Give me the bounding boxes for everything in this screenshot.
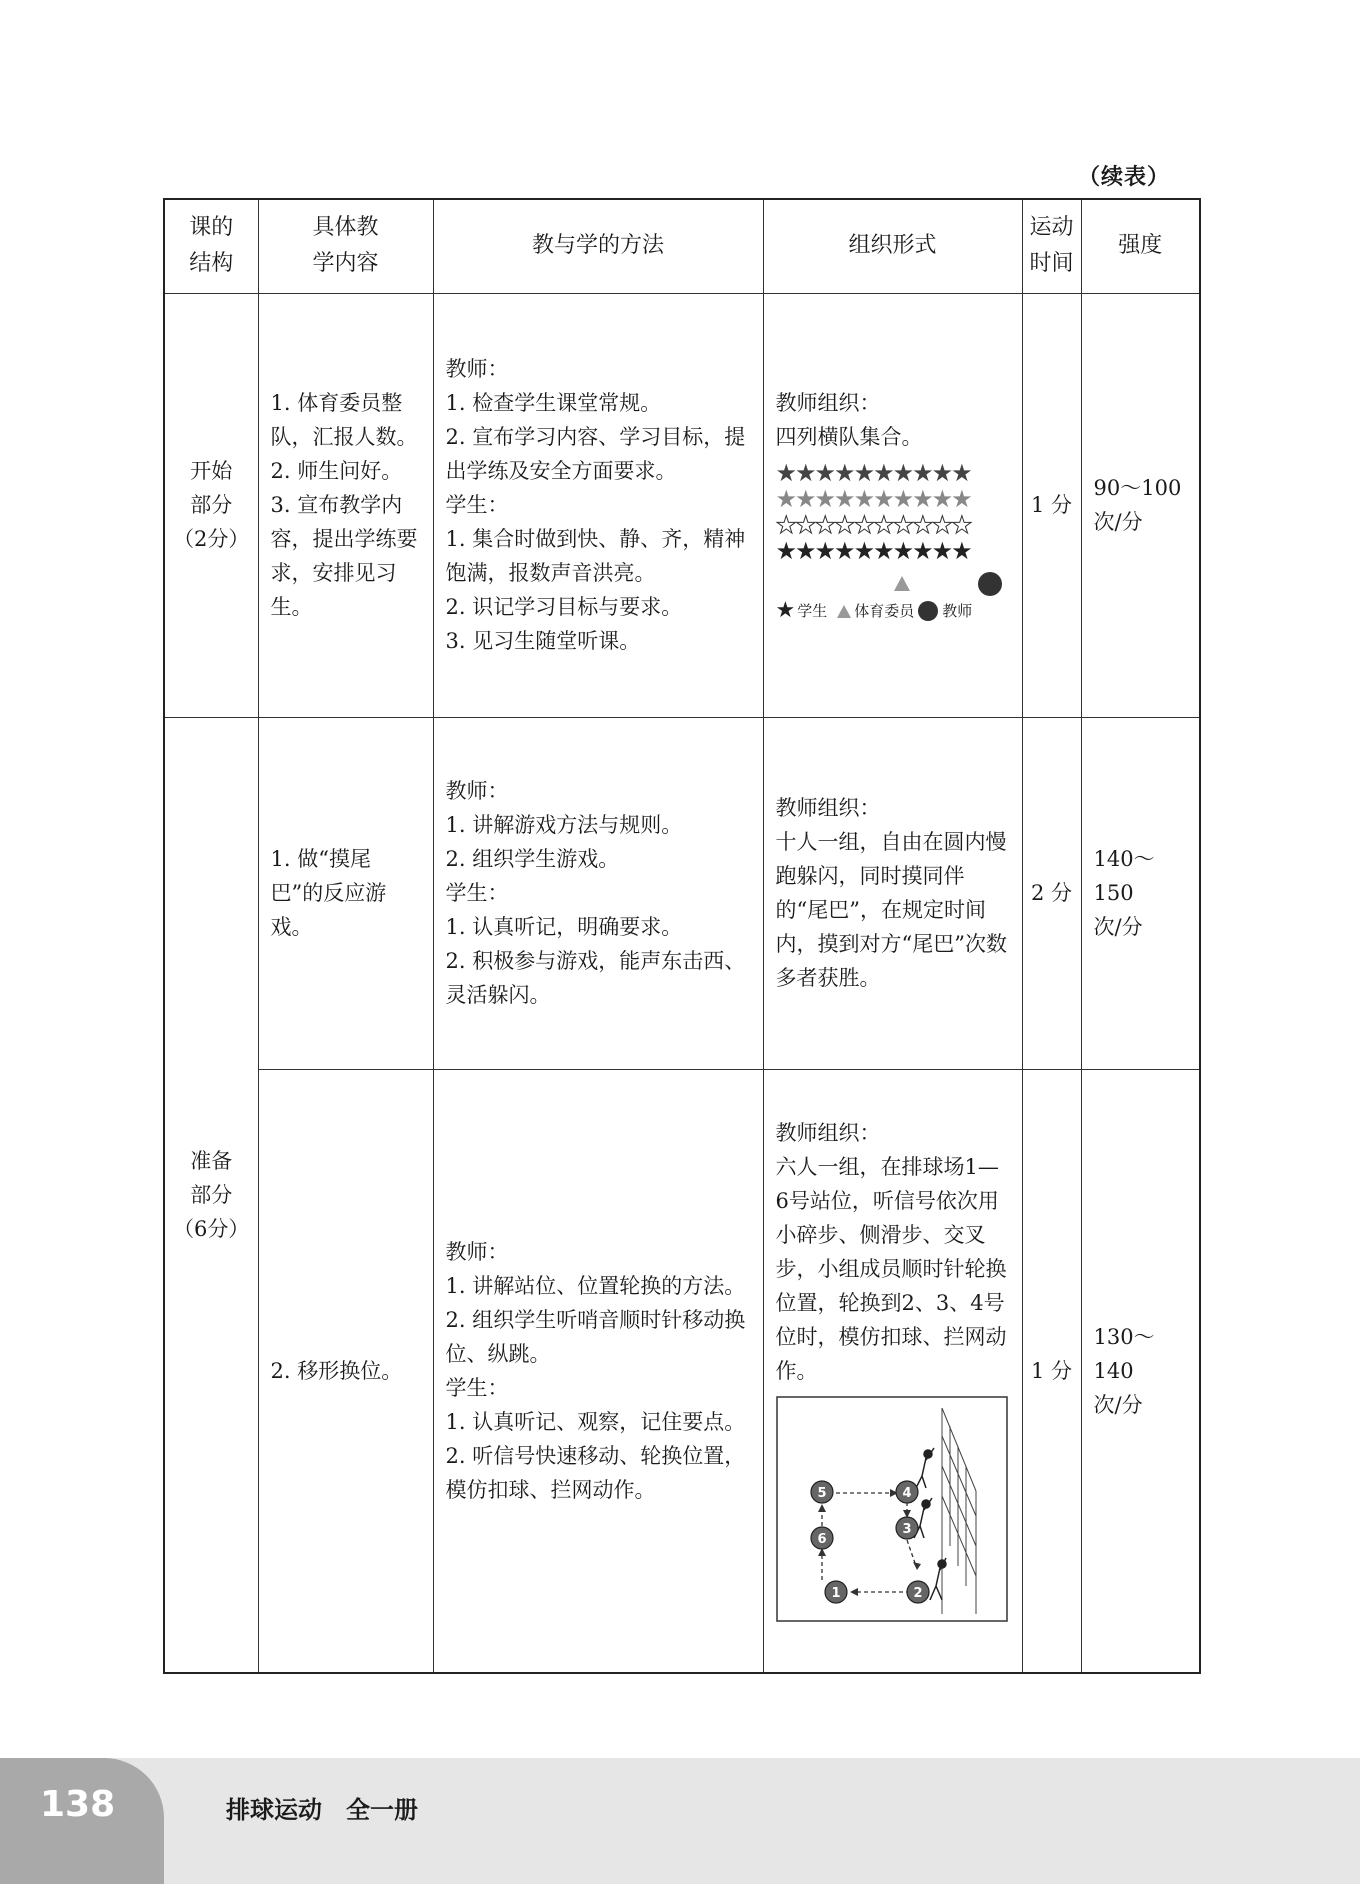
time-cell: 1 分 — [1022, 293, 1081, 717]
table-row — [164, 1069, 1200, 1673]
organization-text: 教师组织： 四列横队集合。 — [775, 391, 923, 449]
student-row-3: ★★★★★★★★★★ — [775, 511, 971, 539]
header-intensity: 强度 — [1081, 199, 1200, 293]
table-row — [164, 717, 1200, 1069]
content-cell: 2. 移形换位。 — [258, 1069, 433, 1673]
teacher-dot-icon — [918, 601, 938, 621]
structure-start: 开始 部分 （2分） — [164, 293, 258, 717]
student-row-1: ★★★★★★★★★★ — [775, 459, 971, 487]
continued-label: （续表） — [1078, 165, 1171, 190]
intensity-cell: 140～150 次/分 — [1081, 717, 1200, 1069]
rotation-diagram — [776, 1396, 1008, 1622]
method-cell: 教师： 1. 讲解游戏方法与规则。 2. 组织学生游戏。 学生： 1. 认真听记，明确要求。 2. 积极参与游戏，能声东击西、灵活躲闪。 — [433, 717, 763, 1069]
student-row-2: ★★★★★★★★★★ — [775, 485, 971, 513]
header-time: 运动 时间 — [1022, 199, 1081, 293]
footer-band — [0, 1758, 1360, 1884]
position-label: 2 — [912, 1585, 923, 1601]
legend-monitor: 体育委员 — [854, 602, 915, 620]
lesson-plan-table — [163, 198, 1201, 1674]
student-star-icon: ★ — [775, 598, 796, 623]
header-content: 具体教 学内容 — [258, 199, 433, 293]
position-label: 3 — [901, 1521, 912, 1537]
page-number: 138 — [40, 1784, 116, 1825]
time-cell: 1 分 — [1022, 1069, 1081, 1673]
position-label: 1 — [830, 1585, 841, 1601]
time-cell: 2 分 — [1022, 717, 1081, 1069]
content-cell: 1. 做“摸尾巴”的反应游戏。 — [258, 717, 433, 1069]
method-cell: 教师： 1. 检查学生课堂常规。 2. 宣布学习内容、学习目标，提出学练及安全方面要求。 学生： 1. 集合时做到快、静、齐，精神饱满，报数声音洪亮。 2. 识记学习目标与要求。 3. 见习生随堂听课。 — [433, 293, 763, 717]
position-label: 5 — [816, 1485, 827, 1501]
content-cell: 1. 体育委员整队，汇报人数。 2. 师生问好。 3. 宣布教学内容，提出学练要求，安排见习生。 — [258, 293, 433, 717]
formation-diagram — [776, 460, 1010, 624]
organization-cell: 教师组织： 十人一组，自由在圆内慢跑躲闪，同时摸同伴的“尾巴”，在规定时间内，摸到对方“尾巴”次数多者获胜。 — [763, 717, 1022, 1069]
monitor-triangle-icon — [837, 605, 851, 618]
monitor-icon — [894, 576, 910, 591]
position-label: 6 — [816, 1531, 827, 1547]
book-title: 排球运动 全一册 — [226, 1796, 418, 1824]
organization-cell — [763, 1069, 1022, 1673]
intensity-cell: 130～140 次/分 — [1081, 1069, 1200, 1673]
header-organization: 组织形式 — [763, 199, 1022, 293]
teacher-icon — [978, 572, 1002, 596]
position-label: 4 — [901, 1485, 912, 1501]
student-row-4: ★★★★★★★★★★ — [775, 537, 971, 565]
structure-prep: 准备 部分 （6分） — [164, 717, 258, 1673]
intensity-cell: 90～100 次/分 — [1081, 293, 1200, 717]
method-cell: 教师： 1. 讲解站位、位置轮换的方法。 2. 组织学生听哨音顺时针移动换位、纵跳。 学生： 1. 认真听记、观察，记住要点。 2. 听信号快速移动、轮换位置，模仿扣球、拦网动作。 — [433, 1069, 763, 1673]
formation-legend — [776, 598, 1010, 624]
table-row — [164, 293, 1200, 717]
legend-teacher: 教师 — [942, 602, 973, 620]
formation-markers — [776, 568, 1010, 598]
organization-text: 教师组织： 六人一组，在排球场1—6号站位，听信号依次用小碎步、侧滑步、交叉步，小组成员顺时针轮换位置，轮换到2、3、4号位时，模仿扣球、拦网动作。 — [775, 1120, 1007, 1383]
header-method: 教与学的方法 — [433, 199, 763, 293]
organization-cell — [763, 293, 1022, 717]
header-row — [164, 199, 1200, 293]
header-structure: 课的 结构 — [164, 199, 258, 293]
legend-student: 学生 — [797, 602, 828, 620]
